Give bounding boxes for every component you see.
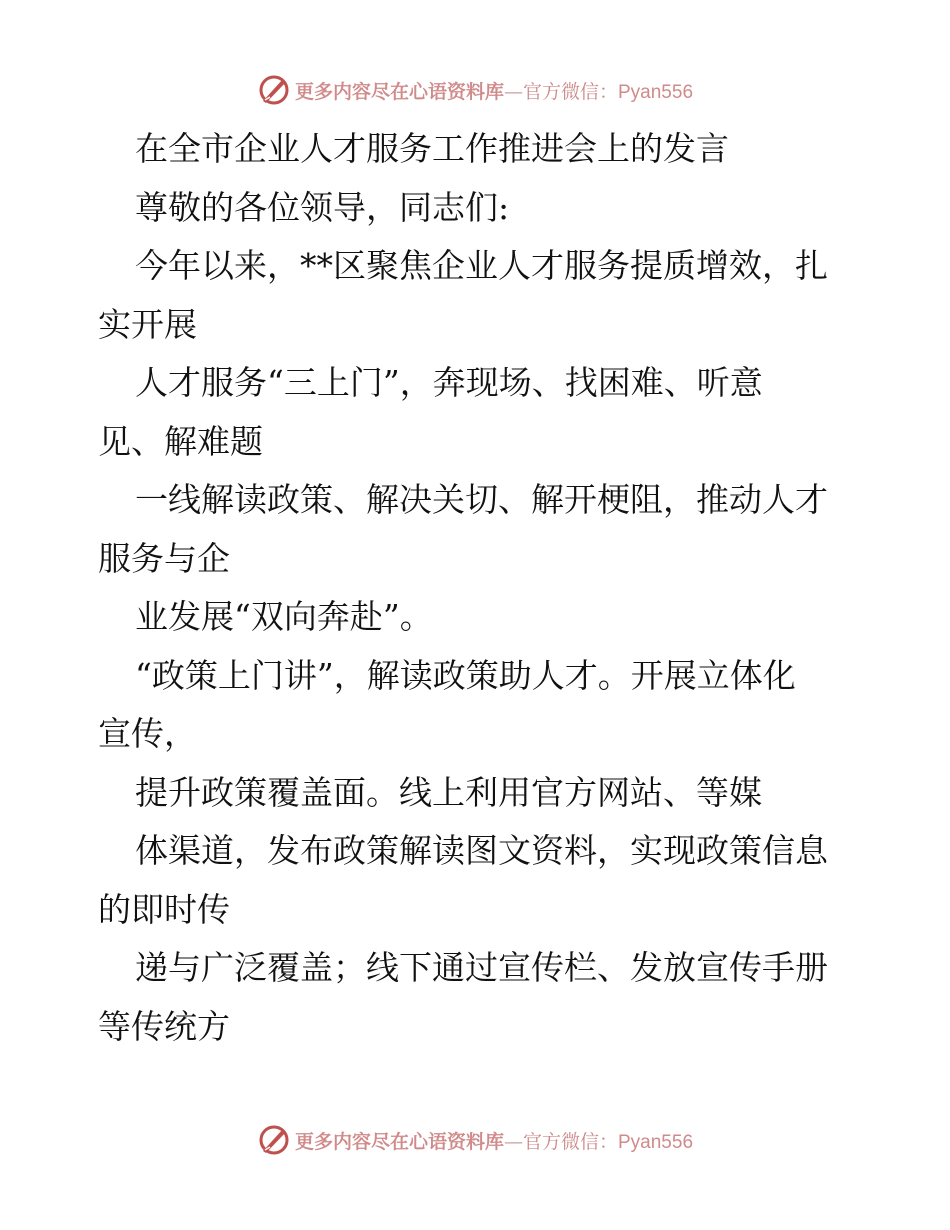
text-line: 服务与企 bbox=[98, 538, 230, 578]
banner-wechat-label: 官方微信： bbox=[522, 80, 618, 103]
banner-inner bbox=[257, 1123, 693, 1157]
text-line: 体渠道，发布政策解读图文资料，实现政策信息 bbox=[135, 831, 828, 870]
text-line: 业发展“双向奔赴”。 bbox=[135, 597, 433, 636]
text-line: 递与广泛覆盖；线下通过宣传栏、发放宣传手册 bbox=[135, 948, 828, 987]
banner-separator: — bbox=[503, 80, 523, 103]
quill-pen-logo-icon bbox=[257, 1123, 291, 1157]
banner-separator: — bbox=[503, 1130, 523, 1153]
banner-wechat-label: 官方微信： bbox=[522, 1130, 618, 1153]
text-line: 尊敬的各位领导，同志们: bbox=[135, 187, 510, 227]
text-line: 实开展 bbox=[98, 304, 197, 344]
header-watermark-banner bbox=[0, 70, 950, 110]
banner-text bbox=[295, 77, 693, 104]
text-line: 一线解读政策、解决关切、解开梗阻，推动人才 bbox=[135, 480, 828, 519]
text-line: 在全市企业人才服务工作推进会上的发言 bbox=[135, 129, 729, 168]
text-line: 提升政策覆盖面。线上利用官方网站、等媒 bbox=[135, 772, 762, 812]
banner-wechat-id: Pyan556 bbox=[618, 81, 694, 103]
text-line: 的即时传 bbox=[98, 889, 230, 929]
text-line: 宣传， bbox=[98, 714, 197, 753]
document-body bbox=[98, 120, 858, 1056]
text-line: “政策上门讲”，解读政策助人才。开展立体化 bbox=[135, 655, 796, 695]
text-line: 等传统方 bbox=[98, 1006, 230, 1046]
text-line: 人才服务“三上门”，奔现场、找困难、听意 bbox=[135, 363, 763, 402]
quill-pen-logo-icon bbox=[257, 73, 291, 107]
banner-inner bbox=[257, 73, 693, 107]
banner-wechat-id: Pyan556 bbox=[618, 1131, 694, 1153]
text-line: 见、解难题 bbox=[98, 421, 263, 461]
text-line: 今年以来，**区聚焦企业人才服务提质增效，扎 bbox=[135, 246, 828, 285]
footer-watermark-banner bbox=[0, 1120, 950, 1160]
banner-site-name: 更多内容尽在心语资料库 bbox=[294, 1130, 504, 1153]
banner-text bbox=[295, 1127, 693, 1154]
banner-site-name: 更多内容尽在心语资料库 bbox=[294, 80, 504, 103]
